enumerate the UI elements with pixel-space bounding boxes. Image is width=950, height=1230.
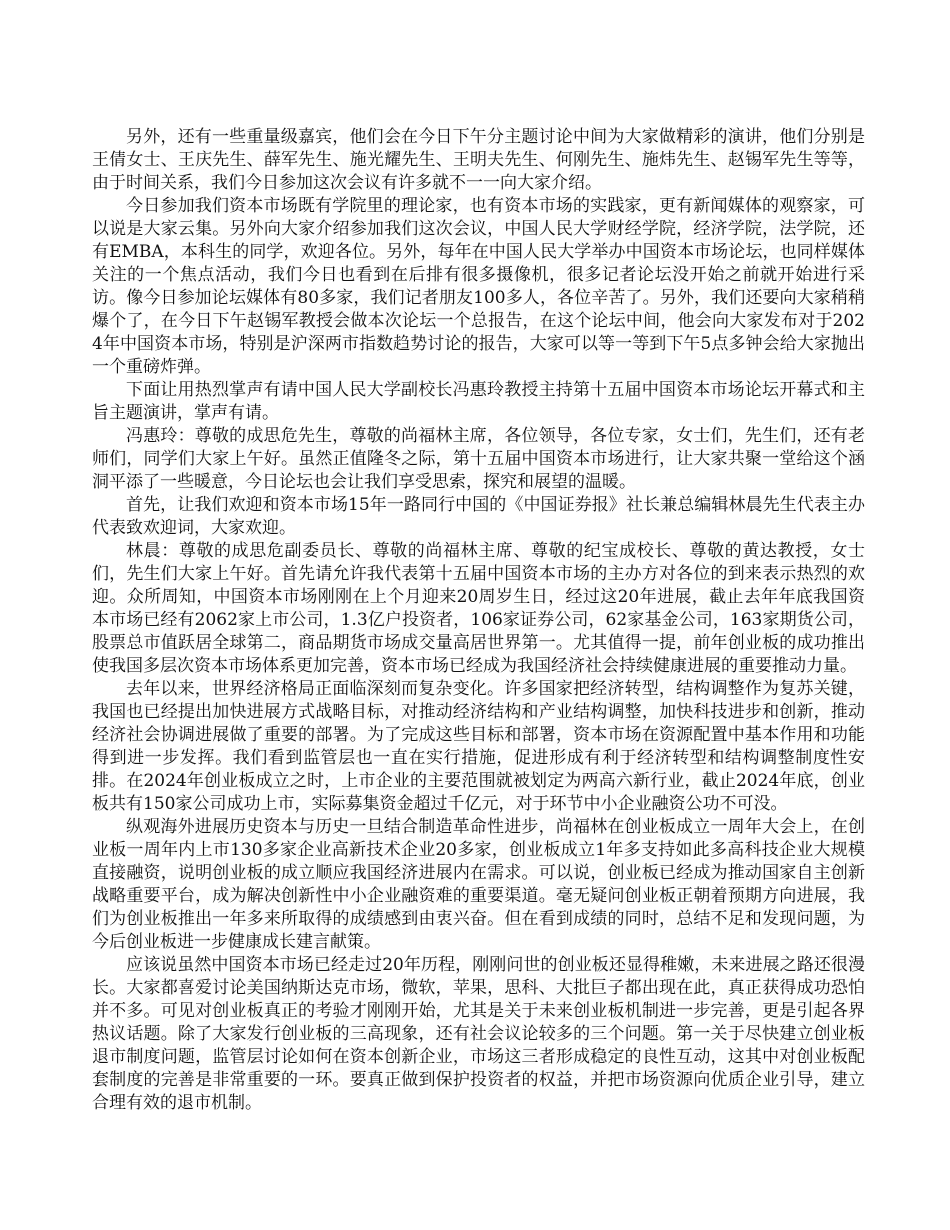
paragraph-8: 纵观海外进展历史资本与历史一旦结合制造革命性进步，尚福林在创业板成立一周年大会上，在创业板一周年内上市130多家企业高新技术企业20多家，创业板成立1年多支持如此多高科技企业大规模直接融资，说明创业板的成立顺应我国经济进展内在需求。可以说，创业板已经成为推动国家自主创新战略重要平台，成为解决创新性中小企业融资难的重要渠道。毫无疑问创业板正朝着预期方向进展，我们为创业板推出一年多来所取得的成绩感到由衷兴奋。但在看到成绩的同时，总结不足和发现问题，为今后创业板进一步健康成长建言献策。	[92, 817, 865, 952]
paragraph-9: 应该说虽然中国资本市场已经走过20年历程，刚刚问世的创业板还显得稚嫩，未来进展之路还很漫长。大家都喜爱讨论美国纳斯达克市场，微软，苹果，思科、大批巨子都出现在此，真正获得成功恐怕并不多。可见对创业板真正的考验才刚刚开始，尤其是关于未来创业板机制进一步完善，更是引起各界热议话题。除了大家发行创业板的三高现象，还有社会议论较多的三个问题。第一关于尽快建立创业板退市制度问题，监管层讨论如何在资本创新企业，市场这三者形成稳定的良性互动，这其中对创业板配套制度的完善是非常重要的一环。要真正做到保护投资者的权益，并把市场资源向优质企业引导，建立合理有效的退市机制。	[92, 955, 865, 1113]
paragraph-3: 下面让用热烈掌声有请中国人民大学副校长冯惠玲教授主持第十五届中国资本市场论坛开幕式和主旨主题演讲，掌声有请。	[92, 380, 865, 423]
paragraph-1: 另外，还有一些重量级嘉宾，他们会在今日下午分主题讨论中间为大家做精彩的演讲，他们分别是王倩女士、王庆先生、薛军先生、施光耀先生、王明夫先生、何刚先生、施炜先生、赵锡军先生等等，由于时间关系，我们今日参加这次会议有许多就不一一向大家介绍。	[92, 127, 865, 193]
paragraph-4: 冯惠玲：尊敬的成思危先生，尊敬的尚福林主席，各位领导，各位专家，女士们，先生们，还有老师们，同学们大家上午好。虽然正值隆冬之际，第十五届中国资本市场进行，让大家共聚一堂给这个涵洞平添了一些暖意，今日论坛也会让我们享受思索，探究和展望的温暖。	[92, 426, 865, 492]
paragraph-7: 去年以来，世界经济格局正面临深刻而复杂变化。许多国家把经济转型，结构调整作为复苏关键，我国也已经提出加快进展方式战略目标，对推动经济结构和产业结构调整，加快科技进步和创新，推动经济社会协调进展做了重要的部署。为了完成这些目标和部署，资本市场在资源配置中基本作用和功能得到进一步发挥。我们看到监管层也一直在实行措施，促进形成有利于经济转型和结构调整制度性安排。在2024年创业板成立之时，上市企业的主要范围就被划定为两高六新行业，截止2024年底，创业板共有150家公司成功上市，实际募集资金超过千亿元，对于环节中小企业融资公功不可没。	[92, 679, 865, 814]
document-body	[92, 126, 865, 1115]
paragraph-2: 今日参加我们资本市场既有学院里的理论家，也有资本市场的实践家，更有新闻媒体的观察家，可以说是大家云集。另外向大家介绍参加我们这次会议，中国人民大学财经学院，经济学院，法学院，还有EMBA，本科生的同学，欢迎各位。另外，每年在中国人民大学举办中国资本市场论坛，也同样媒体关注的一个焦点活动，我们今日也看到在后排有很多摄像机，很多记者论坛没开始之前就开始进行采访。像今日参加论坛媒体有80多家，我们记者朋友100多人，各位辛苦了。另外，我们还要向大家稍稍爆个了，在今日下午赵锡军教授会做本次论坛一个总报告，在这个论坛中间，他会向大家发布对于2024年中国资本市场，特别是沪深两市指数趋势讨论的报告，大家可以等一等到下午5点多钟会给大家抛出一个重磅炸弹。	[92, 196, 865, 377]
paragraph-6: 林晨：尊敬的成思危副委员长、尊敬的尚福林主席、尊敬的纪宝成校长、尊敬的黄达教授，女士们，先生们大家上午好。首先请允许我代表第十五届中国资本市场的主办方对各位的到来表示热烈的欢迎。众所周知，中国资本市场刚刚在上个月迎来20周岁生日，经过这20年进展，截止去年年底我国资本市场已经有2062家上市公司，1.3亿户投资者，106家证券公司，62家基金公司，163家期货公司，股票总市值跃居全球第二，商品期货市场成交量高居世界第一。尤其值得一提，前年创业板的成功推出使我国多层次资本市场体系更加完善，资本市场已经成为我国经济社会持续健康进展的重要推动力量。	[92, 541, 865, 676]
paragraph-5: 首先，让我们欢迎和资本市场15年一路同行中国的《中国证券报》社长兼总编辑林晨先生代表主办代表致欢迎词，大家欢迎。	[92, 495, 865, 538]
